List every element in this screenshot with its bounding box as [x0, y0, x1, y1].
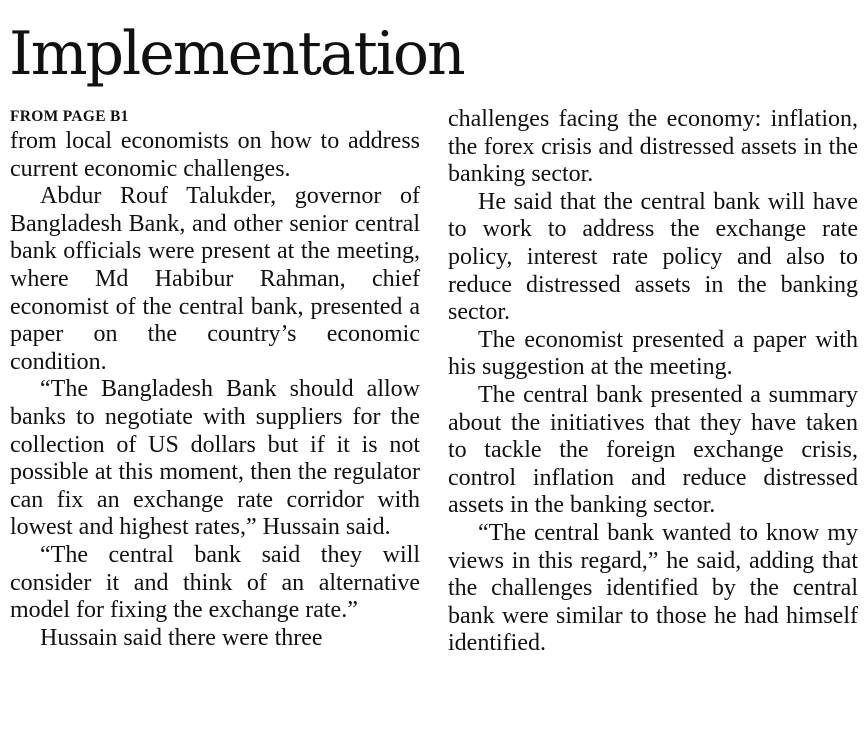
headline: Implementation [9, 19, 464, 89]
article-column-right [448, 106, 858, 658]
paragraph: Hussain said there were three [40, 624, 323, 651]
paragraph: from local economists on how to address current economic challenges. [10, 128, 420, 182]
paragraph: “The Bangladesh Bank should allow banks to negotiate with suppliers for the collection of US dollars but if it is not possible at this moment, then the regulator can fix an exchange rate corridor with lowest and highest rates,” Hussain said. [10, 376, 420, 541]
paragraph: Abdur Rouf Talukder, governor of Bangladesh Bank, and other senior central bank officials were present at the meeting, where Md Habibur Rahman, chief economist of the central bank, presented a paper on the country’s economic condition. [10, 183, 420, 375]
paragraph: challenges facing the economy: inflation, the forex crisis and distressed assets in the banking sector. [448, 106, 858, 188]
jump-line: FROM PAGE B1 [10, 108, 129, 125]
paragraph: “The central bank wanted to know my views in this regard,” he said, adding that the challenges identified by the central bank were similar to those he had himself identified. [448, 519, 858, 657]
paragraph: The central bank presented a summary about the initiatives that they have taken to tackle the foreign exchange crisis, control inflation and reduce distressed assets in the banking sector. [448, 381, 858, 519]
article-column-left [10, 106, 420, 652]
paragraph: He said that the central bank will have to work to address the exchange rate policy, interest rate policy and also to reduce distressed assets in the banking sector. [448, 188, 858, 326]
paragraph: “The central bank said they will consider it and think of an alternative model for fixing the exchange rate.” [10, 541, 420, 624]
paragraph: The economist presented a paper with his suggestion at the meeting. [448, 326, 858, 381]
